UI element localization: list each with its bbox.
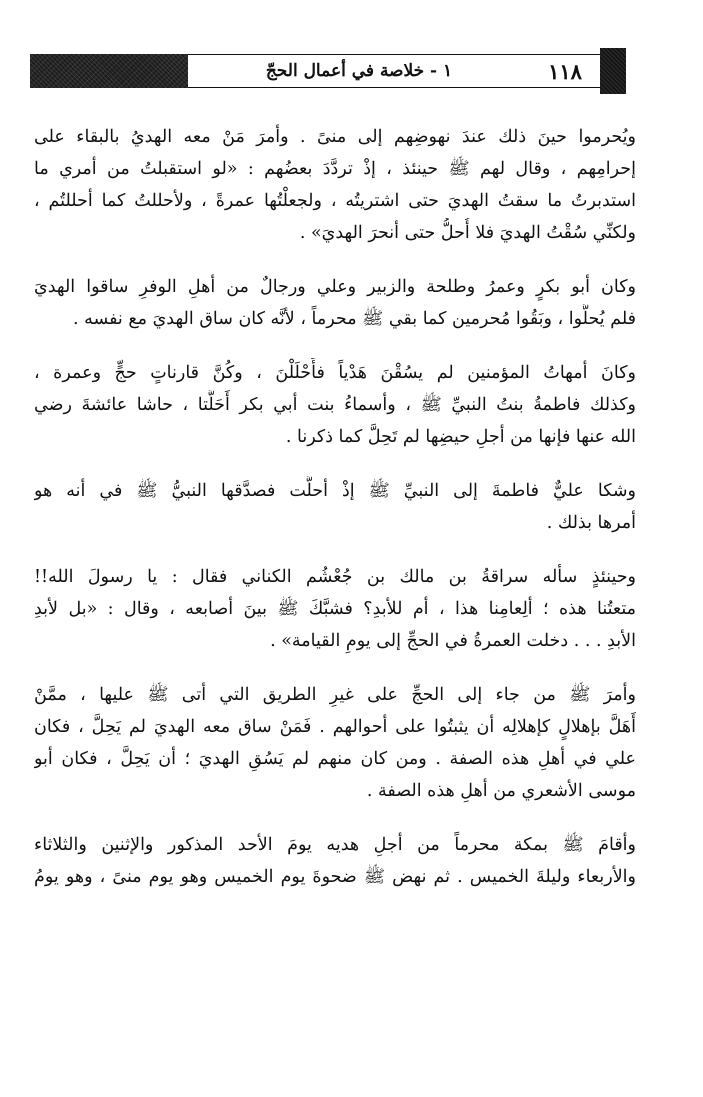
text-line: وحينئذٍ سأله سراقةُ بن مالك بن جُعْشُم الكناني فقال : يا رسولَ الله!! xyxy=(34,567,636,587)
text-line: متعتُنا هذه ؛ ألِعامِنا هذا ، أم للأبدِ؟ فشبَّكَ ﷺ بينَ أصابعه ، وقال : «بل لأبدِ xyxy=(34,599,636,619)
page-number: ١١٨ xyxy=(530,54,600,88)
paragraph xyxy=(34,476,636,540)
running-title: ١ - خلاصة في أعمال الحجّ xyxy=(188,54,530,88)
text-line: وشكا عليٌّ فاطمةَ إلى النبيِّ ﷺ إذْ أحلَّت فصدَّقها النبيُّ ﷺ في أنه هو xyxy=(34,481,636,501)
text-line: علي في أهلِ هذه الصفة . ومن كان منهم لم يَسُقِ الهديَ ؛ أن يَحِلَّ ، فكان أبو xyxy=(34,749,636,769)
page-header xyxy=(30,48,626,94)
header-decorative-block-right xyxy=(600,48,626,94)
text-line: إحرامِهم ، وقال لهم ﷺ حينئذ ، إذْ تردَّدَ بعضُهم : «لو استقبلتُ من أمري ما xyxy=(34,159,636,179)
paragraph xyxy=(34,122,636,250)
paragraph xyxy=(34,680,636,808)
text-line: الأبدِ . . . دخلت العمرةُ في الحجِّ إلى يومِ القيامة» . xyxy=(270,631,636,651)
text-line: وكذلك فاطمةُ بنتُ النبيِّ ﷺ ، وأسماءُ بنت أبي بكر أَحَلَّتا ، حاشا عائشةَ رضي xyxy=(34,395,636,415)
paragraph xyxy=(34,272,636,336)
text-line: أَهَلَّ بإهلالٍ كإهلالِه أن يثبتُوا على أحوالهم . فَمَنْ ساق معه الهديَ لم يَحِلَّ ، فكان xyxy=(34,717,636,737)
text-line: وأقامَ ﷺ بمكة محرماً من أجلِ هديه يومَ الأحد المذكور والإثنين والثلاثاء xyxy=(34,835,636,855)
text-line: فلم يُحلُّوا ، وبَقُوا مُحرمين كما بقي ﷺ محرماً ، لأنَّه كان ساق الهديَ مع نفسه . xyxy=(72,309,636,329)
text-line: وكان أبو بكرٍ وعمرُ وطلحة والزبير وعلي ورجالٌ من أهلِ الوفرِ ساقوا الهديَ xyxy=(34,277,636,297)
body-text xyxy=(34,122,636,916)
header-decorative-bar-left xyxy=(30,54,188,88)
paragraph xyxy=(34,830,636,894)
text-line: استدبرتُ ما سقتُ الهديَ حتى اشتريتُه ، ولجعلْتُها عمرةً ، ولأحللتُ كما أحللتُم ، xyxy=(34,191,636,211)
text-line: والأربعاء وليلةَ الخميس . ثم نهض ﷺ ضحوةَ يوم الخميس وهو يوم منىً ، وهو يومُ xyxy=(34,867,636,887)
text-line: وكانَ أمهاتُ المؤمنين لم يسُقْنَ هَدْياً فأَحْلَلْنَ ، وكُنَّ قارناتٍ حجٍّ وعمرة ، xyxy=(34,363,636,383)
text-line: ولكنِّي سُقْتُ الهديَ فلا أُحلُّ حتى أنحرَ الهديَ» . xyxy=(299,223,636,243)
text-line: ويُحرموا حينَ ذلك عندَ نهوضِهم إلى منىً . وأمرَ مَنْ معه الهديُ بالبقاء على xyxy=(34,127,636,147)
text-line: أمرها بذلك . xyxy=(546,513,636,533)
text-line: موسى الأشعري من أهلِ هذه الصفة . xyxy=(366,781,636,801)
text-line: الله عنها فإنها من أجلِ حيضِها لم تَحِلَّ كما ذكرنا . xyxy=(285,427,636,447)
text-line: وأمرَ ﷺ من جاء إلى الحجِّ على غيرِ الطريق التي أتى ﷺ عليها ، ممَّنْ xyxy=(34,685,636,705)
paragraph xyxy=(34,562,636,658)
paragraph xyxy=(34,358,636,454)
